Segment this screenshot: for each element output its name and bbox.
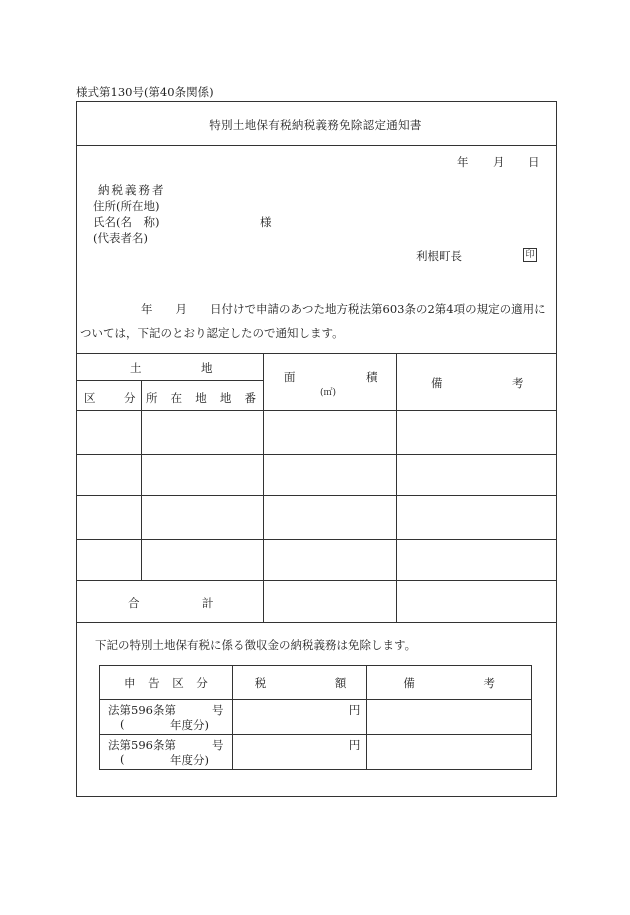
body-text-line2: ついては，下記のとおり認定したので通知します。 [80, 326, 344, 340]
subheader-location-char: 所 [146, 391, 158, 405]
law-article: 法第596条第 [108, 738, 176, 752]
fiscal-year: 年度分) [170, 718, 209, 732]
form-number: 様式第130号(第40条関係) [76, 85, 214, 99]
date-year-label: 年 [457, 155, 469, 169]
header-land-char1: 土 [130, 361, 142, 375]
law-item-number: 号 [212, 738, 224, 752]
table-border [76, 622, 557, 623]
header-tax-amount [232, 666, 367, 700]
document-title: 特別土地保有税納税義務免除認定通知書 [209, 118, 422, 132]
table-border [396, 353, 397, 622]
address-label: 住所(所在地) [93, 199, 160, 213]
fiscal-year: 年度分) [170, 753, 209, 767]
header-declaration-char: 区 [172, 675, 184, 690]
law-article: 法第596条第 [108, 703, 176, 717]
subheader-location-char: 地 [219, 391, 232, 405]
remarks-cell [367, 700, 532, 735]
currency-unit: 円 [348, 703, 361, 717]
declaration-category-cell [100, 700, 233, 735]
subheader-location-char: 番 [244, 391, 256, 405]
header-area-char1: 面 [284, 370, 296, 384]
date-month-label: 月 [493, 155, 505, 169]
subheader-category-char1: 区 [84, 391, 96, 405]
header-remarks-char: 備 [403, 675, 415, 690]
seal-stamp: 印 [523, 248, 537, 262]
declaration-category-cell [100, 735, 233, 770]
table-border [76, 353, 557, 354]
exemption-table [99, 665, 532, 770]
table-border [76, 454, 557, 455]
header-remarks [367, 666, 532, 700]
honorific: 様 [260, 215, 272, 229]
taxpayer-label: 納税義務者 [98, 183, 166, 197]
tax-amount-cell [232, 700, 367, 735]
table-border [76, 580, 557, 581]
header-land-char2: 地 [201, 361, 213, 375]
exemption-table-header [100, 666, 532, 700]
table-border [76, 410, 557, 411]
header-declaration-category [100, 666, 233, 700]
issuer-name: 利根町長 [416, 249, 462, 263]
area-unit: (㎡) [320, 388, 337, 398]
name-label: 氏名(名 称) [93, 215, 160, 229]
paren-open: ( [120, 752, 125, 766]
table-border [76, 539, 557, 540]
subheader-location-char: 在 [170, 391, 183, 405]
table-border [76, 380, 263, 381]
tax-amount-cell [232, 735, 367, 770]
table-border [76, 495, 557, 496]
header-tax-char: 税 [254, 675, 267, 690]
remarks-cell [367, 735, 532, 770]
total-label-char1: 合 [128, 596, 140, 610]
table-border [141, 380, 142, 580]
representative-label: (代表者名) [93, 231, 148, 245]
header-remarks-char2: 考 [512, 376, 524, 390]
body-text-line1: 年 月 日付けで申請のあつた地方税法第603条の2第4項の規定の適用に [141, 302, 546, 316]
exemption-text: 下記の特別土地保有税に係る徴収金の納税義務は免除します。 [95, 638, 417, 652]
header-tax-char: 額 [334, 675, 347, 690]
header-remarks-char1: 備 [431, 376, 443, 390]
divider [76, 145, 557, 146]
paren-open: ( [120, 717, 125, 731]
exemption-table-row [100, 735, 532, 770]
table-border [263, 353, 264, 622]
header-area-char2: 積 [366, 370, 378, 384]
total-label-char2: 計 [202, 596, 214, 610]
exemption-table-row [100, 700, 532, 735]
subheader-location [146, 390, 256, 406]
header-declaration-char: 分 [196, 675, 208, 690]
header-declaration-char: 告 [148, 675, 160, 690]
header-declaration-char: 申 [124, 675, 136, 690]
subheader-location-char: 地 [195, 391, 207, 405]
law-item-number: 号 [212, 703, 224, 717]
currency-unit: 円 [348, 738, 361, 752]
header-remarks-char: 考 [483, 675, 495, 690]
date-day-label: 日 [528, 155, 540, 169]
subheader-category-char2: 分 [124, 391, 136, 405]
